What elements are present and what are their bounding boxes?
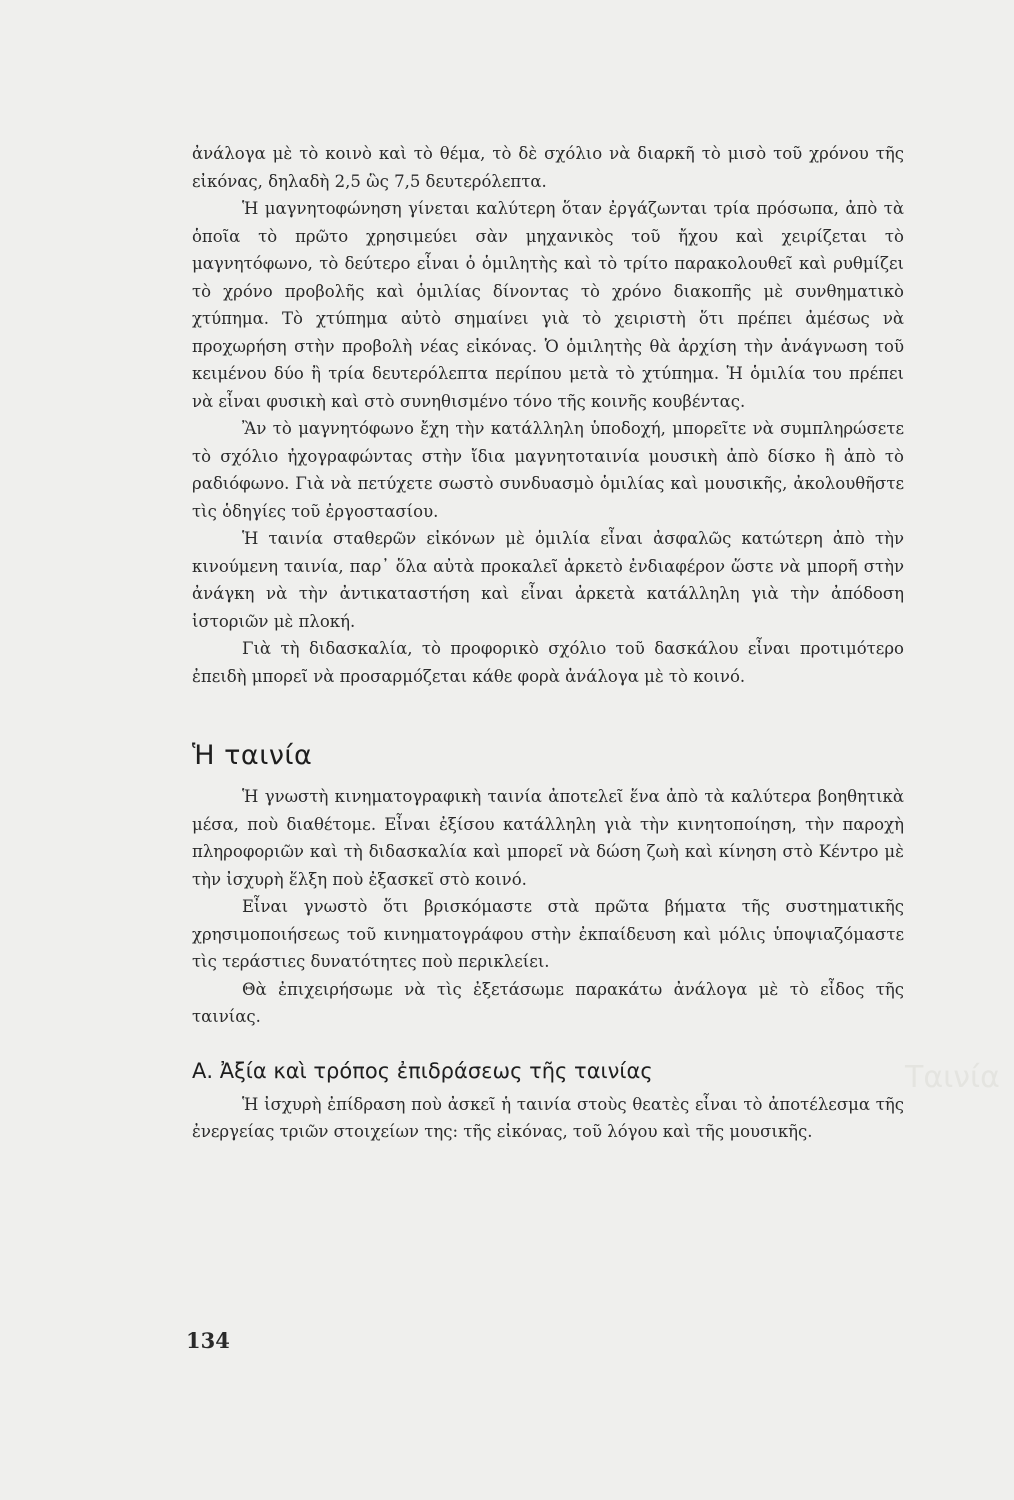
paragraph: Εἶναι γνωστὸ ὅτι βρισκόμαστε στὰ πρῶτα βήματα τῆς συστηματικῆς χρησιμοποιήσεως τοῦ κινηματογράφου στὴν ἐκπαίδευση καὶ μόλις ὑποψιαζόμαστε τὶς τεράστιες δυνατότητες ποὺ περικλείει. <box>192 897 904 971</box>
paragraph: Ἡ ἰσχυρὴ ἐπίδραση ποὺ ἀσκεῖ ἡ ταινία στοὺς θεατὲς εἶναι τὸ ἀποτέλεσμα τῆς ἐνεργείας τριῶν στοιχείων της: τῆς εἰκόνας, τοῦ λόγου καὶ τῆς μουσικῆς. <box>192 1094 904 1141</box>
page-number: 134 <box>186 1328 230 1353</box>
paragraph: Ἡ μαγνητοφώνηση γίνεται καλύτερη ὅταν ἐργάζωνται τρία πρόσωπα, ἀπὸ τὰ ὁποῖα τὸ πρῶτο χρησιμεύει σὰν μηχανικὸς τοῦ ἤχου καὶ χειρίζεται τὸ μαγνητόφωνο, τὸ δεύτερο εἶναι ὁ ὁμιλητὴς καὶ τὸ τρίτο παρακολουθεῖ καὶ ρυθμίζει τὸ χρόνο προβολῆς καὶ ὁμιλίας δίνοντας τὸ χρόνο διακοπῆς μὲ συνθηματικὸ χτύπημα. Τὸ χτύπημα αὐτὸ σημαίνει γιὰ τὸ χειριστὴ ὅτι πρέπει ἀμέσως νὰ προχωρήση στὴν προβολὴ νέας εἰκόνας. Ὁ ὁμιλητὴς θὰ ἀρχίση τὴν ἀνάγνωση τοῦ κειμένου δύο ἢ τρία δευτερόλεπτα περίπου μετὰ τὸ χτύπημα. Ἡ ὁμιλία του πρέπει νὰ εἶναι φυσικὴ καὶ στὸ συνηθισμένο τόνο τῆς κοινῆς κουβέντας. <box>192 199 904 411</box>
paragraph: Ἂν τὸ μαγνητόφωνο ἔχη τὴν κατάλληλη ὑποδοχή, μπορεῖτε νὰ συμπληρώσετε τὸ σχόλιο ἠχογραφώντας στὴν ἴδια μαγνητοταινία μουσικὴ ἀπὸ δίσκο ἢ ἀπὸ τὸ ραδιόφωνο. Γιὰ νὰ πετύχετε σωστὸ συνδυασμὸ ὁμιλίας καὶ μουσικῆς, ἀκολουθῆστε τὶς ὁδηγίες τοῦ ἐργοστασίου. <box>192 419 904 521</box>
subsection-heading: Α. Ἀξία καὶ τρόπος ἐπιδράσεως τῆς ταινίας <box>192 1058 653 1083</box>
page-body <box>192 140 904 1146</box>
paragraph: Θὰ ἐπιχειρήσωμε νὰ τὶς ἐξετάσωμε παρακάτω ἀνάλογα μὲ τὸ εἶδος τῆς ταινίας. <box>192 979 904 1026</box>
paragraph: Γιὰ τὴ διδασκαλία, τὸ προφορικὸ σχόλιο τοῦ δασκάλου εἶναι προτιμότερο ἐπειδὴ μπορεῖ νὰ προσαρμόζεται κάθε φορὰ ἀνάλογα μὲ τὸ κοινό. <box>192 639 904 686</box>
bleed-through-heading: Ταινία <box>905 1060 1000 1095</box>
section-heading: Ἡ ταινία <box>192 740 313 771</box>
paragraph: Ἡ ταινία σταθερῶν εἰκόνων μὲ ὁμιλία εἶναι ἀσφαλῶς κατώτερη ἀπὸ τὴν κινούμενη ταινία, παρ᾽ ὅλα αὐτὰ προκαλεῖ ἀρκετὸ ἐνδιαφέρον ὥστε νὰ μπορῆ στὴν ἀνάγκη νὰ τὴν ἀντικαταστήση καὶ εἶναι ἀρκετὰ κατάλληλη γιὰ τὴν ἀπόδοση ἱστοριῶν μὲ πλοκή. <box>192 529 904 631</box>
paragraph: ἀνάλογα μὲ τὸ κοινὸ καὶ τὸ θέμα, τὸ δὲ σχόλιο νὰ διαρκῆ τὸ μισὸ τοῦ χρόνου τῆς εἰκόνας, δηλαδὴ 2,5 ὣς 7,5 δευτερόλεπτα. <box>192 144 904 191</box>
paragraph: Ἡ γνωστὴ κινηματογραφικὴ ταινία ἀποτελεῖ ἕνα ἀπὸ τὰ καλύτερα βοηθητικὰ μέσα, ποὺ διαθέτομε. Εἶναι ἐξίσου κατάλληλη γιὰ τὴν κινητοποίηση, τὴν παροχὴ πληροφοριῶν καὶ τὴ διδασκαλία καὶ μπορεῖ νὰ δώση ζωὴ καὶ κίνηση στὸ Κέντρο μὲ τὴν ἰσχυρὴ ἕλξη ποὺ ἐξασκεῖ στὸ κοινό. <box>192 787 904 889</box>
